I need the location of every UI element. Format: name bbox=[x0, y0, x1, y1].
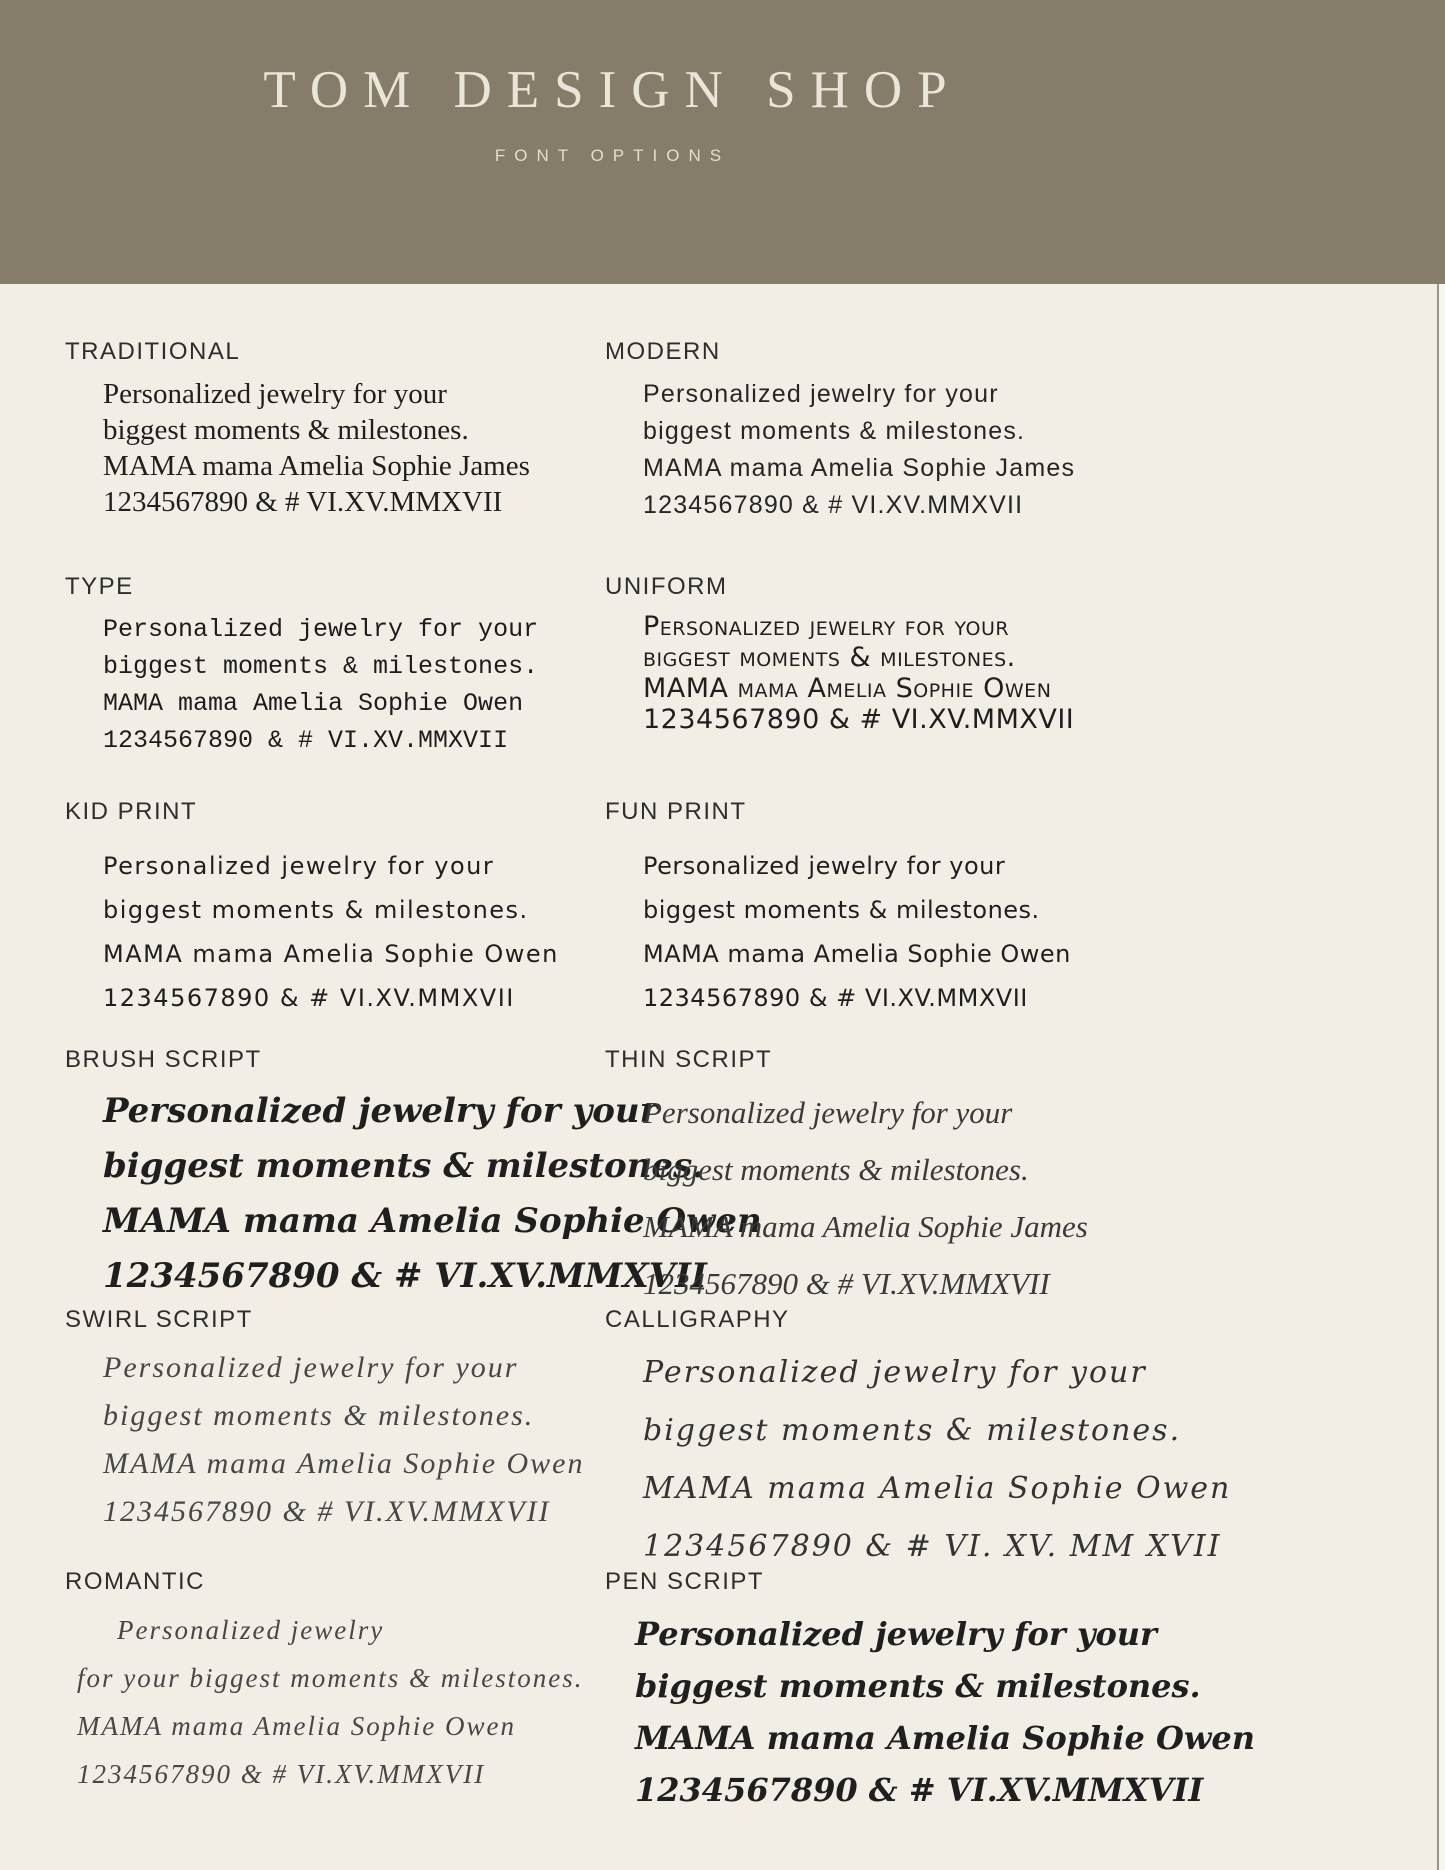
sample-line: 1234567890 & # VI.XV.MMXVII bbox=[635, 1771, 1204, 1809]
sample-line: Personalized jewelry for your bbox=[643, 1355, 1147, 1390]
font-preview-pen-script bbox=[605, 1608, 1255, 1816]
sample-line: Personalized jewelry for your bbox=[103, 1091, 658, 1131]
sample-line: MAMA mama Amelia Sophie Owen bbox=[103, 689, 524, 718]
sample-line: Personalized jewelry for your bbox=[103, 615, 539, 644]
sample-line: biggest moments & milestones. bbox=[643, 896, 1040, 924]
font-sample-swirl-script bbox=[65, 1306, 605, 1568]
sample-line: 1234567890 & # VI.XV.MMXVII bbox=[643, 1266, 1050, 1301]
font-preview-uniform bbox=[605, 611, 1175, 735]
font-preview-modern bbox=[605, 376, 1175, 524]
font-sample-fun-print bbox=[605, 798, 1175, 1046]
font-label-type: TYPE bbox=[65, 573, 134, 600]
font-sample-calligraphy bbox=[605, 1306, 1232, 1568]
sample-line: biggest moments & milestones. bbox=[635, 1667, 1201, 1705]
sample-line: biggest moments & milestones. bbox=[643, 417, 1026, 445]
font-preview-romantic bbox=[65, 1606, 605, 1798]
font-preview-thin-script bbox=[605, 1084, 1175, 1312]
font-preview-type bbox=[65, 611, 605, 759]
sample-line: 1234567890 & # VI.XV.MMXVII bbox=[103, 1495, 551, 1528]
font-label-modern: MODERN bbox=[605, 338, 721, 365]
sample-line: Personalized jewelry for your bbox=[643, 611, 1010, 642]
sample-line: 1234567890 & # VI. XV. MM XVII bbox=[643, 1529, 1222, 1564]
font-label-pen-script: PEN SCRIPT bbox=[605, 1568, 765, 1595]
sample-line: 1234567890 & # VI.XV.MMXVII bbox=[643, 491, 1024, 519]
sample-line: biggest moments & milestones. bbox=[103, 1146, 705, 1186]
font-label-thin-script: THIN SCRIPT bbox=[605, 1046, 773, 1073]
font-preview-swirl-script bbox=[65, 1344, 605, 1536]
font-label-romantic: ROMANTIC bbox=[65, 1568, 205, 1595]
font-sample-romantic bbox=[65, 1568, 605, 1816]
font-label-traditional: TRADITIONAL bbox=[65, 338, 241, 365]
sample-line: MAMA mama Amelia Sophie Owen bbox=[103, 1447, 585, 1480]
sample-line: MAMA mama Amelia Sophie Owen bbox=[635, 1719, 1255, 1757]
font-label-calligraphy: CALLIGRAPHY bbox=[605, 1306, 790, 1333]
font-label-kid-print: KID PRINT bbox=[65, 798, 198, 825]
sample-line: MAMA mama Amelia Sophie Owen bbox=[643, 673, 1052, 704]
font-preview-calligraphy bbox=[605, 1344, 1232, 1576]
sample-line: 1234567890 & # VI.XV.MMXVII bbox=[643, 704, 1075, 735]
sample-line: biggest moments & milestones. bbox=[103, 414, 469, 446]
font-preview-traditional bbox=[65, 376, 605, 520]
font-label-uniform: UNIFORM bbox=[605, 573, 728, 600]
sample-line: MAMA mama Amelia Sophie James bbox=[643, 454, 1076, 482]
font-sample-uniform bbox=[605, 573, 1175, 798]
font-sample-kid-print bbox=[65, 798, 605, 1046]
sample-line: biggest moments & milestones. bbox=[103, 1399, 535, 1432]
sample-line: biggest moments & milestones. bbox=[643, 1413, 1182, 1448]
font-label-brush-script: BRUSH SCRIPT bbox=[65, 1046, 262, 1073]
font-samples-grid bbox=[65, 284, 1255, 1816]
sample-line: 1234567890 & # VI.XV.MMXVII bbox=[103, 984, 515, 1012]
sample-line: for your biggest moments & milestones. bbox=[77, 1663, 584, 1693]
font-sample-modern bbox=[605, 338, 1175, 573]
sample-line: 1234567890 & # VI.XV.MMXVII bbox=[643, 984, 1028, 1012]
font-label-swirl-script: SWIRL SCRIPT bbox=[65, 1306, 253, 1333]
sample-line: MAMA mama Amelia Sophie Owen bbox=[103, 940, 559, 968]
sample-line: Personalized jewelry for your bbox=[103, 852, 495, 880]
sample-line: MAMA mama Amelia Sophie Owen bbox=[643, 940, 1071, 968]
font-preview-brush-script bbox=[65, 1084, 762, 1304]
sample-line: Personalized jewelry for your bbox=[643, 380, 999, 408]
font-sample-type bbox=[65, 573, 605, 798]
sample-line: 1234567890 & # VI.XV.MMXVII bbox=[77, 1759, 486, 1789]
sample-line: MAMA mama Amelia Sophie Owen bbox=[103, 1201, 762, 1241]
sample-line: biggest moments & milestones. bbox=[643, 1152, 1029, 1187]
sample-line: MAMA mama Amelia Sophie James bbox=[643, 1209, 1088, 1244]
sample-line: biggest moments & milestones. bbox=[643, 642, 1016, 673]
sample-line: biggest moments & milestones. bbox=[103, 652, 539, 681]
sample-line: 1234567890 & # VI.XV.MMXVII bbox=[103, 486, 503, 518]
brand-header bbox=[0, 0, 1445, 284]
sample-line: Personalized jewelry for your bbox=[643, 852, 1006, 880]
sample-line: 1234567890 & # VI.XV.MMXVII bbox=[103, 1256, 707, 1296]
font-sample-traditional bbox=[65, 338, 605, 573]
sample-line: Personalized jewelry for your bbox=[103, 1351, 519, 1384]
sample-line: Personalized jewelry for your bbox=[635, 1615, 1157, 1653]
shop-title: TOM DESIGN SHOP bbox=[263, 61, 962, 119]
sample-line: biggest moments & milestones. bbox=[103, 896, 529, 924]
sample-line: Personalized jewelry for your bbox=[103, 378, 447, 410]
sample-line: 1234567890 & # VI.XV.MMXVII bbox=[103, 726, 509, 755]
page-edge-shadow bbox=[1437, 284, 1445, 1870]
font-sample-thin-script bbox=[605, 1046, 1175, 1306]
sample-line: Personalized jewelry bbox=[117, 1615, 385, 1645]
font-preview-kid-print bbox=[65, 844, 605, 1020]
font-preview-fun-print bbox=[605, 844, 1175, 1020]
page-subtitle: FONT OPTIONS bbox=[494, 146, 731, 165]
sample-line: MAMA mama Amelia Sophie Owen bbox=[77, 1711, 516, 1741]
brand-header-inner bbox=[0, 0, 1225, 166]
sample-line: MAMA mama Amelia Sophie Owen bbox=[643, 1471, 1232, 1506]
font-label-fun-print: FUN PRINT bbox=[605, 798, 747, 825]
sample-line: Personalized jewelry for your bbox=[643, 1095, 1013, 1130]
font-sample-pen-script bbox=[605, 1568, 1255, 1816]
sample-line: MAMA mama Amelia Sophie James bbox=[103, 450, 530, 482]
